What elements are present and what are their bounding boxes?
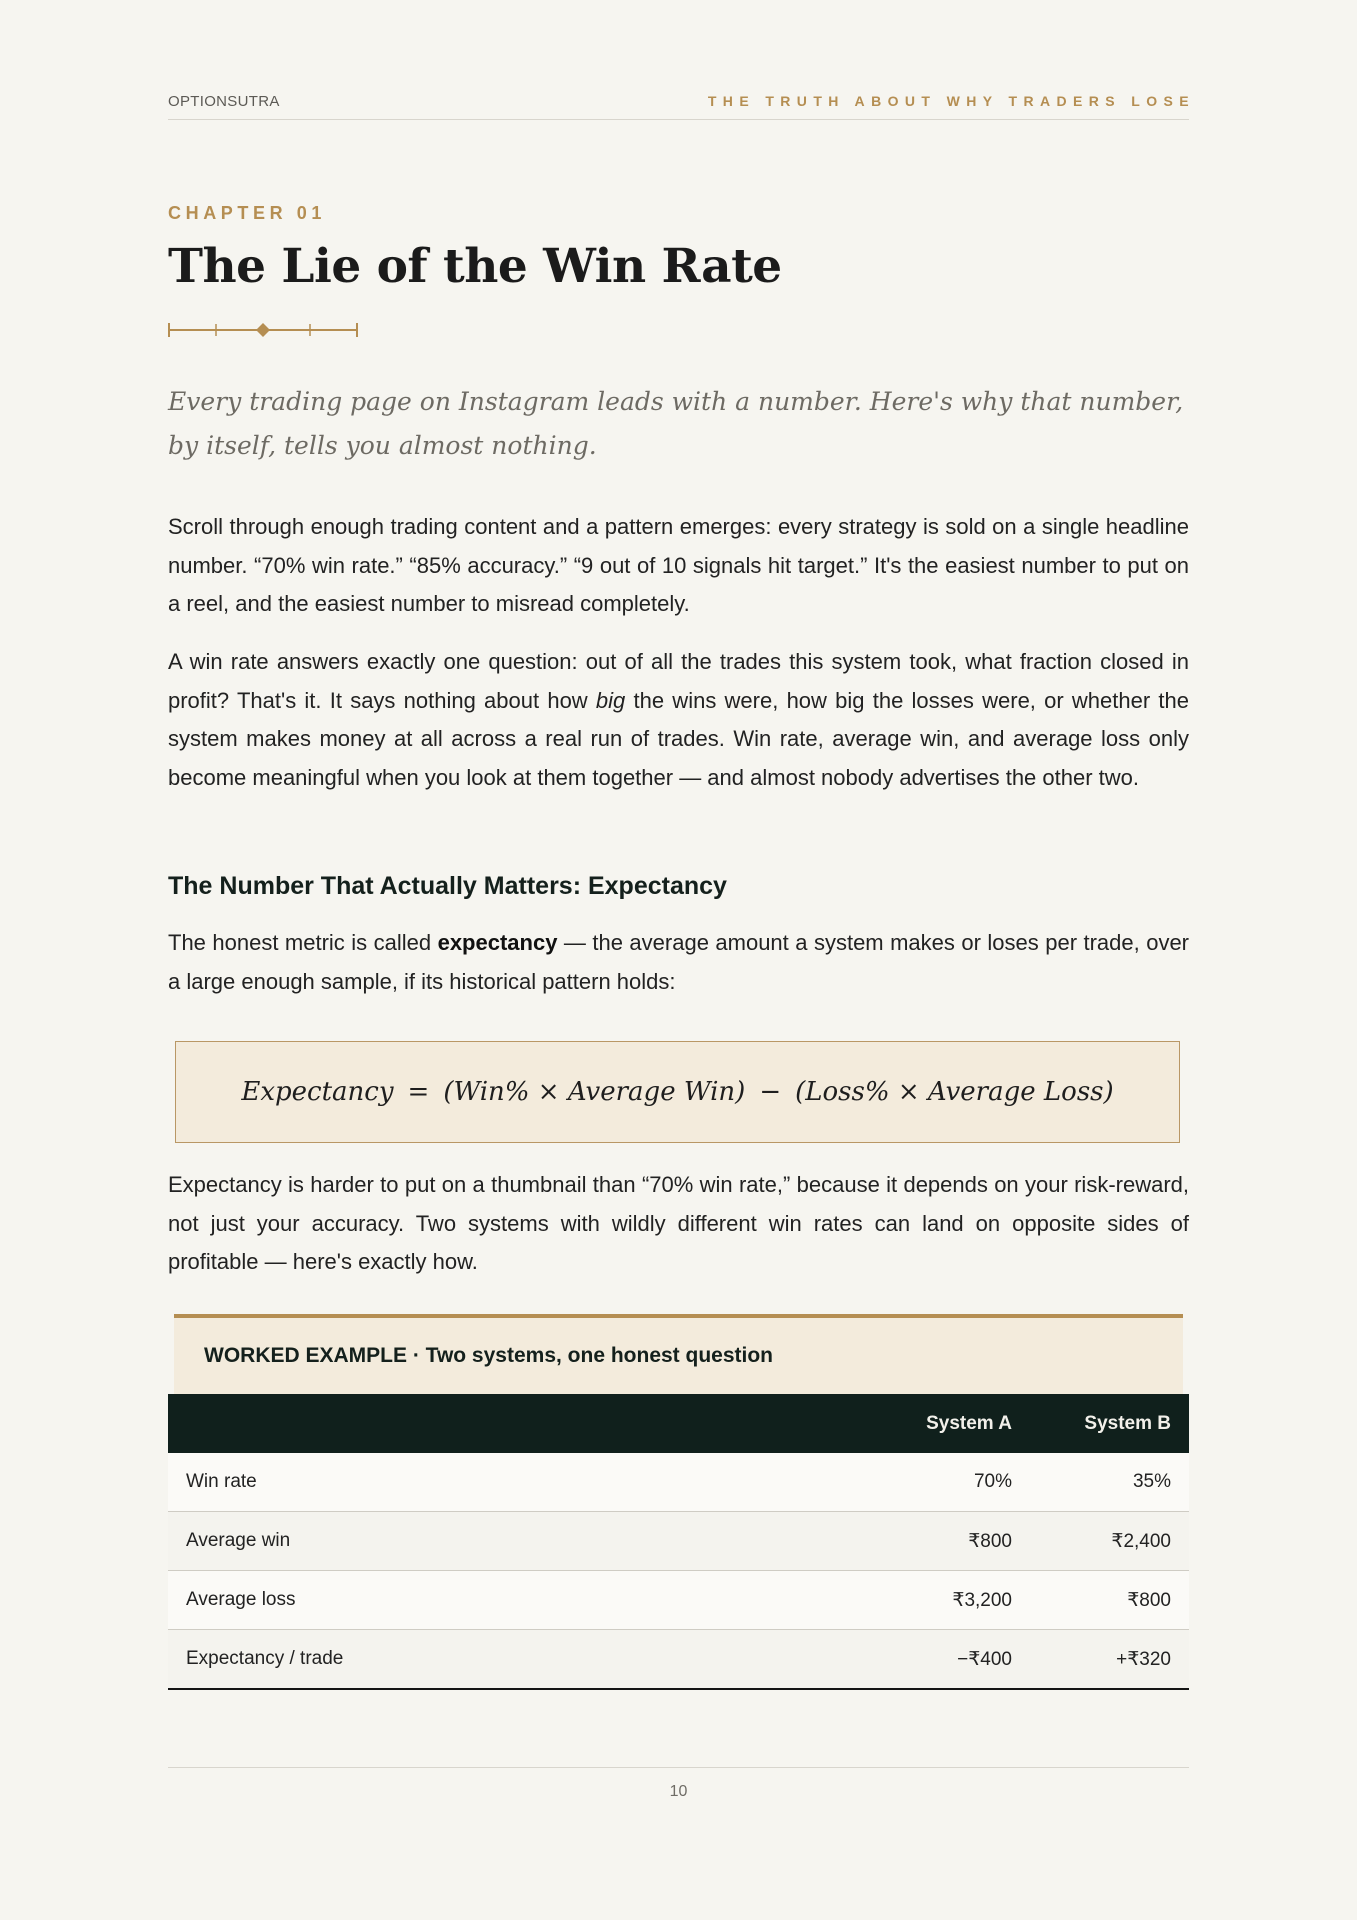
emphasis-text: big <box>595 687 626 713</box>
system-a-value: ₹3,200 <box>734 1571 1030 1630</box>
system-a-value: 70% <box>734 1453 1030 1512</box>
paragraph-text: — the average amount a system makes or loses per trade, over a large enough sample, if its historical pattern holds: <box>168 930 1190 994</box>
formula-term-win: (Win% × Average Win) <box>443 1077 746 1107</box>
row-label: Expectancy / trade <box>168 1630 734 1690</box>
table-header-row <box>168 1394 1189 1453</box>
chapter-title: The Lie of the Win Rate <box>168 239 782 294</box>
body-paragraph-3 <box>168 924 1189 1001</box>
footer-rule <box>168 1767 1189 1768</box>
body-paragraph-4: Expectancy is harder to put on a thumbnail than “70% win rate,” because it depends on your risk-reward, not just your accuracy. Two systems with wildly different win rates can land on opposite sides of profitable — here's exactly how. <box>168 1172 1189 1274</box>
paragraph-text: A win rate answers exactly one question: out of all the trades this system took, what fraction closed in profit? That's it. It says nothing about how <box>168 649 1189 713</box>
worked-example-title: WORKED EXAMPLE · Two systems, one honest question <box>174 1314 1183 1394</box>
system-b-value: ₹800 <box>1030 1571 1189 1630</box>
expectancy-formula <box>175 1041 1180 1143</box>
running-header <box>168 93 1195 120</box>
section-heading: The Number That Actually Matters: Expectancy <box>168 872 727 900</box>
chapter-label: CHAPTER 01 <box>168 203 327 223</box>
formula-lhs: Expectancy <box>241 1077 394 1107</box>
formula-minus: − <box>759 1077 782 1107</box>
column-header-system-a: System A <box>734 1394 1030 1453</box>
body-paragraph-2 <box>168 643 1189 797</box>
system-a-value: −₹400 <box>734 1630 1030 1690</box>
system-b-value: ₹2,400 <box>1030 1512 1189 1571</box>
worked-example-table <box>168 1394 1189 1690</box>
table-row <box>168 1571 1189 1630</box>
paragraph-text: The honest metric is called <box>168 930 438 955</box>
system-b-value: +₹320 <box>1030 1630 1189 1690</box>
system-b-value: 35% <box>1030 1453 1189 1512</box>
running-title: THE TRUTH ABOUT WHY TRADERS LOSE <box>707 93 1195 109</box>
page-number: 10 <box>669 1783 688 1800</box>
body-paragraph-1: Scroll through enough trading content and a pattern emerges: every strategy is sold on a single headline number. “70% win rate.” “85% accuracy.” “9 out of 10 signals hit target.” It's the easiest number to put on a reel, and the easiest number to misread completely. <box>168 514 1189 616</box>
formula-term-loss: (Loss% × Average Loss) <box>795 1077 1114 1107</box>
chapter-lede: Every trading page on Instagram leads with a number. Here's why that number, by itself, tells you almost nothing. <box>168 387 1184 460</box>
table-row <box>168 1453 1189 1512</box>
table-row <box>168 1512 1189 1571</box>
row-label: Average win <box>168 1512 734 1571</box>
column-header <box>168 1394 734 1453</box>
brand-name: OPTIONSUTRA <box>168 93 280 110</box>
paragraph-text: the wins were, how big the losses were, or whether the system makes money at all across a real run of trades. Win rate, average win, and average loss only become meaningful when you look at them together — and almost nobody advertises the other two. <box>168 687 1189 790</box>
system-a-value: ₹800 <box>734 1512 1030 1571</box>
column-header-system-b: System B <box>1030 1394 1189 1453</box>
row-label: Win rate <box>168 1453 734 1512</box>
formula-equals: = <box>407 1077 430 1107</box>
row-label: Average loss <box>168 1571 734 1630</box>
divider-ornament-icon <box>168 319 358 341</box>
table-row <box>168 1630 1189 1690</box>
bold-term: expectancy <box>437 930 558 955</box>
